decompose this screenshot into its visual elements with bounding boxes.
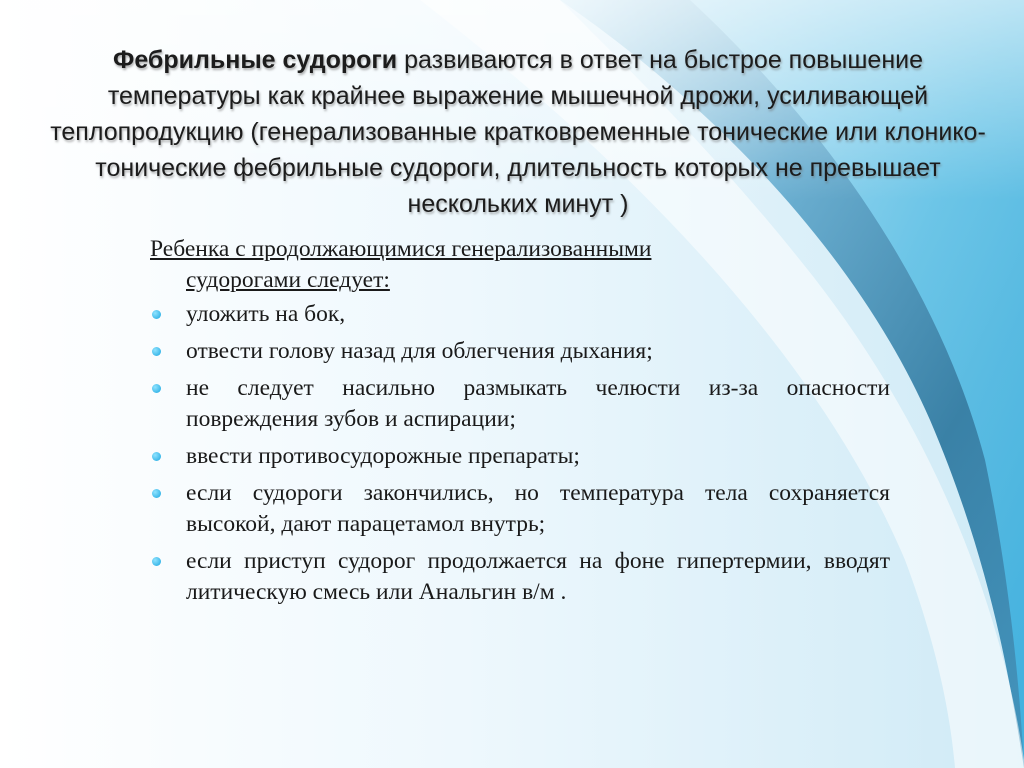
- bullet-text: если судороги закончились, но температура тела сохраняется высокой, дают парацетамол внутрь;: [186, 480, 890, 537]
- bullet-text: если приступ судорог продолжается на фоне гипертермии, вводят литическую смесь или Анальгин в/м .: [186, 548, 890, 605]
- list-item: [150, 546, 890, 608]
- bullet-text: отвести голову назад для облегчения дыхания;: [186, 338, 653, 364]
- bullet-dot-icon: [152, 452, 161, 461]
- bullet-text: уложить на бок,: [186, 301, 346, 327]
- bullet-dot-icon: [152, 310, 161, 319]
- bullet-dot-icon: [152, 557, 161, 566]
- intro-line-2: судорогами следует:: [186, 267, 390, 293]
- bullet-dot-icon: [152, 489, 161, 498]
- list-item: [150, 478, 890, 540]
- bullet-list: [150, 299, 890, 608]
- bullet-text: не следует насильно размыкать челюсти из-за опасности повреждения зубов и аспирации;: [186, 375, 890, 432]
- list-item: [150, 441, 890, 472]
- slide-heading: [40, 42, 996, 222]
- list-item: [150, 373, 890, 435]
- intro-paragraph: [150, 234, 890, 296]
- heading-bold-term: Фебрильные судороги: [112, 46, 398, 74]
- bullet-dot-icon: [152, 347, 161, 356]
- slide-body: [150, 234, 890, 614]
- heading-text: развиваются в ответ на быстрое повышение температуры как крайнее выражение мышечной дрожи, усиливающей теплопродукцию (генерализованные кратковременные тонические или клонико-тонические фебрильные судороги, длительность которых не превышает нескольких минут ): [50, 46, 986, 218]
- intro-line-1: Ребенка с продолжающимися генерализованными: [150, 236, 652, 262]
- bullet-text: ввести противосудорожные препараты;: [186, 443, 580, 469]
- list-item: [150, 336, 890, 367]
- bullet-dot-icon: [152, 384, 161, 393]
- list-item: [150, 299, 890, 330]
